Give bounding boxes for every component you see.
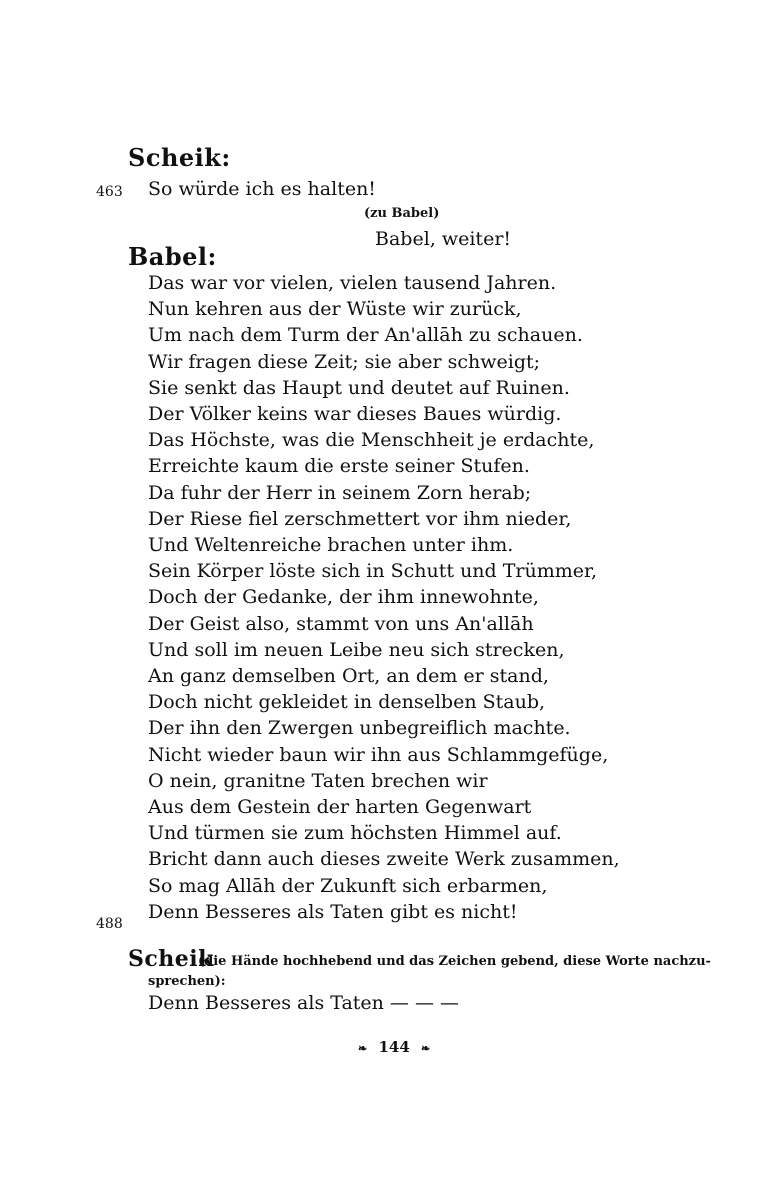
stage-direction: (zu Babel) xyxy=(364,206,440,221)
verse-line: Doch nicht gekleidet in denselben Staub, xyxy=(148,691,546,714)
verse-line: Der Völker keins war dieses Baues würdig. xyxy=(148,403,562,425)
ornament-right: ❧ xyxy=(421,1042,431,1055)
page-number-row xyxy=(358,1038,430,1056)
line-number: 463 xyxy=(96,184,123,200)
verse-line: Und türmen sie zum höchsten Himmel auf. xyxy=(148,822,562,845)
line-number: 488 xyxy=(96,916,123,932)
verse-line: Sein Körper löste sich in Schutt und Trümmer, xyxy=(148,560,598,583)
stage-direction: (die Hände hochhebend und das Zeichen gebend, diese Worte nachzu- xyxy=(198,954,711,969)
final-verse-line: Denn Besseres als Taten — — — xyxy=(148,992,460,1014)
stage-direction-continued: sprechen): xyxy=(148,974,226,989)
verse-line: So würde ich es halten! xyxy=(148,178,376,200)
ornament-left: ❧ xyxy=(358,1042,368,1055)
verse-line: Nicht wieder baun wir ihn aus Schlammgefüge, xyxy=(148,743,609,766)
verse-line: Das Höchste, was die Menschheit je erdachte, xyxy=(148,429,595,452)
speaker-babel: Babel: xyxy=(128,242,217,271)
verse-line: Wir fragen diese Zeit; sie aber schweigt; xyxy=(148,350,541,373)
speaker-scheik-final: Scheik xyxy=(128,946,214,972)
verse-line: Um nach dem Turm der An'allāh zu schauen. xyxy=(148,324,583,347)
verse-line: Das war vor vielen, vielen tausend Jahren. xyxy=(148,272,557,294)
verse-line: Aus dem Gestein der harten Gegenwart xyxy=(148,796,532,818)
verse-line: Nun kehren aus der Wüste wir zurück, xyxy=(148,298,522,321)
verse-line: So mag Allāh der Zukunft sich erbarmen, xyxy=(148,874,548,897)
verse-line: Bricht dann auch dieses zweite Werk zusammen, xyxy=(148,848,620,871)
speaker-scheik: Scheik: xyxy=(128,143,231,172)
verse-line: Erreichte kaum die erste seiner Stufen. xyxy=(148,455,530,478)
page-number: 144 xyxy=(378,1038,410,1056)
verse-line: Denn Besseres als Taten gibt es nicht! xyxy=(148,900,518,923)
verse-line: Der Riese fiel zerschmettert vor ihm nieder, xyxy=(148,507,572,530)
verse-line: Babel, weiter! xyxy=(375,228,512,250)
verse-line: Der Geist also, stammt von uns An'allāh xyxy=(148,612,534,635)
verse-line: Und Weltenreiche brachen unter ihm. xyxy=(148,534,514,556)
verse-line: Doch der Gedanke, der ihm innewohnte, xyxy=(148,586,539,609)
verse-line: Der ihn den Zwergen unbegreiflich machte. xyxy=(148,717,571,740)
verse-line: O nein, granitne Taten brechen wir xyxy=(148,769,488,792)
verse-line: Da fuhr der Herr in seinem Zorn herab; xyxy=(148,481,532,504)
verse-line: An ganz demselben Ort, an dem er stand, xyxy=(148,665,549,687)
verse-line: Sie senkt das Haupt und deutet auf Ruinen. xyxy=(148,376,570,399)
verse-line: Und soll im neuen Leibe neu sich strecken, xyxy=(148,638,565,661)
